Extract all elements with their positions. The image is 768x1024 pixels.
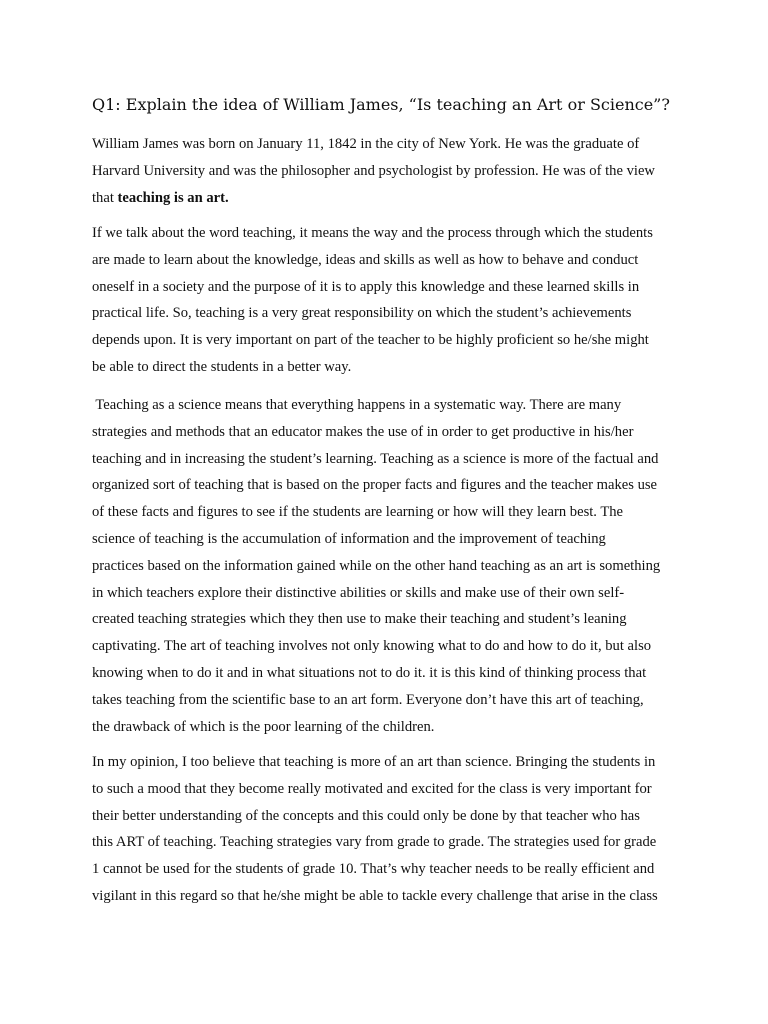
question-heading: Q1: Explain the idea of William James, “Is teaching an Art or Science”?: [92, 95, 670, 114]
text-line: be able to direct the students in a better way.: [92, 358, 352, 375]
paragraph-science-vs-art: [92, 392, 660, 740]
text-line: vigilant in this regard so that he/she might be able to tackle every challenge that arise in the class: [92, 887, 658, 904]
text-line-with-emphasis: [92, 185, 655, 212]
text-line: Teaching as a science means that everything happens in a systematic way. There are many: [92, 397, 622, 413]
text-line: organized sort of teaching that is based on the proper facts and figures and the teacher makes use: [92, 477, 658, 494]
text-line: oneself in a society and the purpose of it is to apply this knowledge and these learned skills in: [92, 278, 640, 295]
text-line: William James was born on January 11, 1842 in the city of New York. He was the graduate of: [92, 136, 640, 152]
text-line: depends upon. It is very important on part of the teacher to be highly proficient so he/she might: [92, 332, 649, 349]
text-line: science of teaching is the accumulation of information and the improvement of teaching: [92, 530, 606, 547]
text-line: practical life. So, teaching is a very great responsibility on which the student’s achievements: [92, 305, 632, 322]
bold-statement: teaching is an art.: [117, 189, 229, 206]
paragraph-biography: [92, 131, 655, 211]
text-line: In my opinion, I too believe that teaching is more of an art than science. Bringing the students in: [92, 754, 656, 770]
text-line: created teaching strategies which they then use to make their teaching and student’s leaning: [92, 611, 627, 628]
text-line: practices based on the information gained while on the other hand teaching as an art is something: [92, 557, 661, 574]
paragraph-opinion: [92, 749, 658, 910]
text-line: captivating. The art of teaching involves not only knowing what to do and how to do it, but also: [92, 638, 652, 655]
text-line: takes teaching from the scientific base to an art form. Everyone don’t have this art of teaching,: [92, 691, 644, 708]
text-line: teaching and in increasing the student’s learning. Teaching as a science is more of the factual and: [92, 450, 659, 467]
text-line: to such a mood that they become really motivated and excited for the class is very important for: [92, 780, 652, 797]
text-line: this ART of teaching. Teaching strategies vary from grade to grade. The strategies used for grade: [92, 834, 657, 851]
paragraph-teaching-definition: [92, 220, 653, 381]
text-line: the drawback of which is the poor learning of the children.: [92, 718, 435, 735]
text-line: of these facts and figures to see if the students are learning or how will they learn best. The: [92, 504, 624, 521]
text-line-prefix: that: [92, 189, 118, 206]
text-line: 1 cannot be used for the students of grade 10. That’s why teacher needs to be really efficient and: [92, 861, 655, 878]
text-line: their better understanding of the concepts and this could only be done by that teacher who has: [92, 807, 640, 824]
text-line: If we talk about the word teaching, it means the way and the process through which the students: [92, 225, 653, 241]
text-line: knowing when to do it and in what situations not to do it. it is this kind of thinking process that: [92, 664, 647, 681]
text-line: are made to learn about the knowledge, ideas and skills as well as how to behave and conduct: [92, 251, 639, 268]
text-line: Harvard University and was the philosopher and psychologist by profession. He was of the view: [92, 162, 655, 179]
text-line: in which teachers explore their distinctive abilities or skills and make use of their own self-: [92, 584, 625, 601]
text-line: strategies and methods that an educator makes the use of in order to get productive in his/her: [92, 423, 634, 440]
